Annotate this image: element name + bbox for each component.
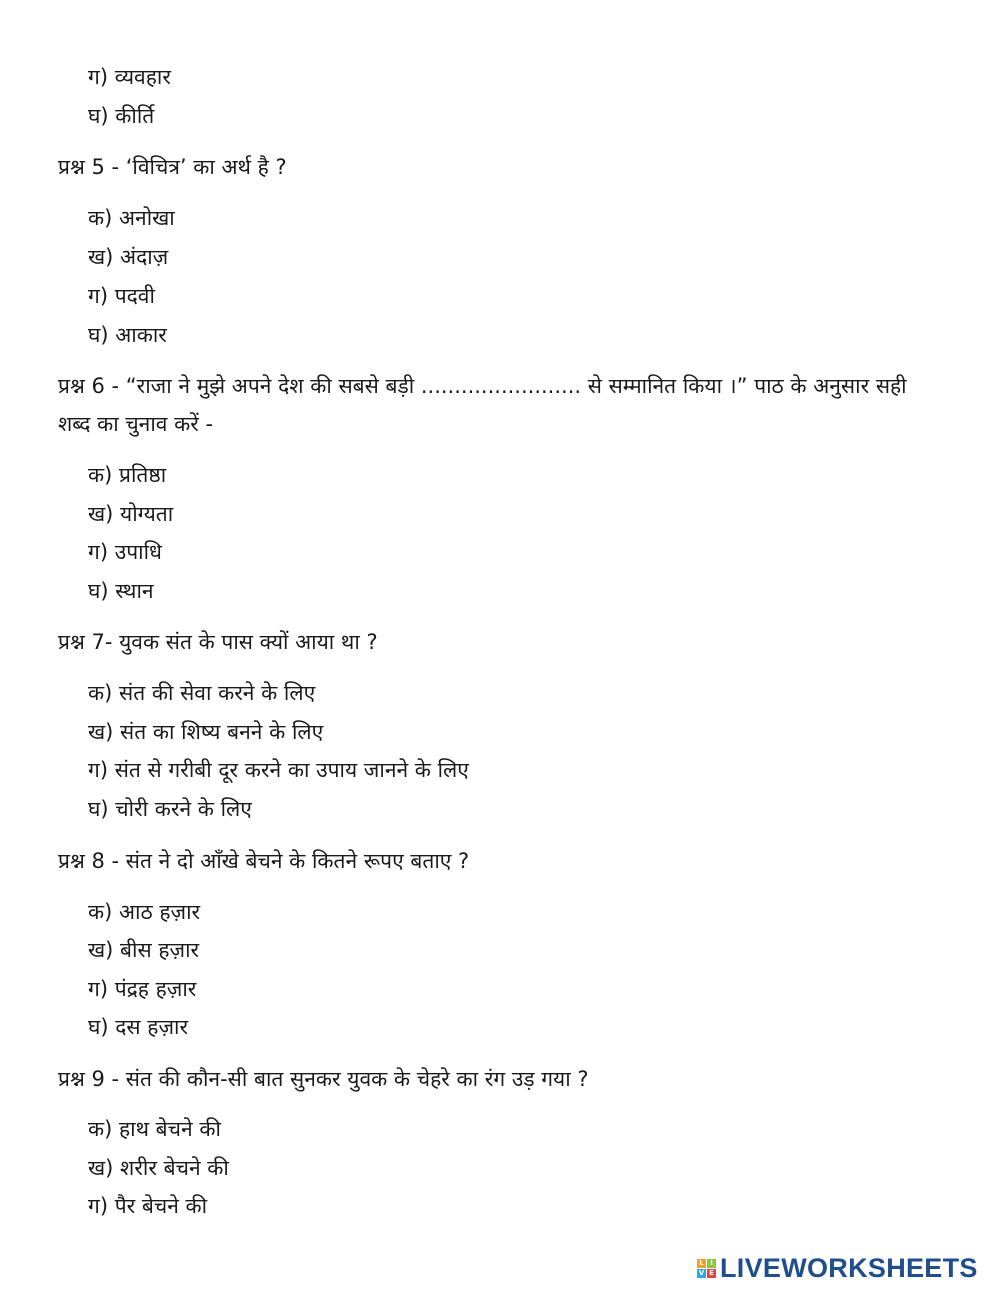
- q7-option-ka[interactable]: क) संत की सेवा करने के लिए: [88, 681, 316, 705]
- question-9: प्रश्न 9 - संत की कौन-सी बात सुनकर युवक के चेहरे का रंग उड़ गया ?: [58, 1067, 589, 1091]
- q5-option-ga[interactable]: ग) पदवी: [88, 284, 155, 308]
- prev-option-gh: घ) कीर्ति: [88, 104, 155, 128]
- brand-name: LIVEWORKSHEETS: [720, 1253, 978, 1283]
- q7-option-gha[interactable]: घ) चोरी करने के लिए: [88, 797, 252, 821]
- question-6: प्रश्न 6 - “राजा ने मुझे अपने देश की सबसे बड़ी ........................ से सम्मानित किया ।” पाठ के अनुसार सही शब्द का चुनाव करें -: [58, 374, 907, 436]
- q5-option-kha[interactable]: ख) अंदाज़: [88, 245, 169, 269]
- logo-tile-l: L: [697, 1259, 706, 1268]
- q8-option-ga[interactable]: ग) पंद्रह हज़ार: [88, 977, 197, 1001]
- q6-option-ka[interactable]: क) प्रतिष्ठा: [88, 463, 167, 487]
- live-logo-icon: [697, 1259, 716, 1278]
- liveworksheets-logo: [697, 1253, 978, 1284]
- q5-option-gha[interactable]: घ) आकार: [88, 323, 167, 347]
- logo-tile-i: I: [707, 1259, 716, 1268]
- q6-option-ga[interactable]: ग) उपाधि: [88, 540, 162, 564]
- q5-option-ka[interactable]: क) अनोखा: [88, 206, 175, 230]
- q9-option-ka[interactable]: क) हाथ बेचने की: [88, 1117, 221, 1141]
- question-7: प्रश्न 7- युवक संत के पास क्यों आया था ?: [58, 630, 378, 654]
- q9-option-ga[interactable]: ग) पैर बेचने की: [88, 1194, 208, 1218]
- q8-option-kha[interactable]: ख) बीस हज़ार: [88, 938, 200, 962]
- logo-tile-e: E: [707, 1269, 716, 1278]
- q7-option-ga[interactable]: ग) संत से गरीबी दूर करने का उपाय जानने के लिए: [88, 758, 469, 782]
- q6-option-kha[interactable]: ख) योग्यता: [88, 502, 174, 526]
- logo-tile-v: V: [698, 1269, 705, 1277]
- q9-option-kha[interactable]: ख) शरीर बेचने की: [88, 1156, 229, 1180]
- q7-option-kha[interactable]: ख) संत का शिष्य बनने के लिए: [88, 720, 324, 744]
- q8-option-gha[interactable]: घ) दस हज़ार: [88, 1015, 189, 1039]
- question-5: प्रश्न 5 - ‘विचित्र’ का अर्थ है ?: [58, 155, 287, 179]
- question-8: प्रश्न 8 - संत ने दो आँखे बेचने के कितने रूपए बताए ?: [58, 849, 470, 873]
- q8-option-ka[interactable]: क) आठ हज़ार: [88, 900, 201, 924]
- prev-option-g: ग) व्यवहार: [88, 65, 171, 89]
- q6-option-gha[interactable]: घ) स्थान: [88, 579, 154, 603]
